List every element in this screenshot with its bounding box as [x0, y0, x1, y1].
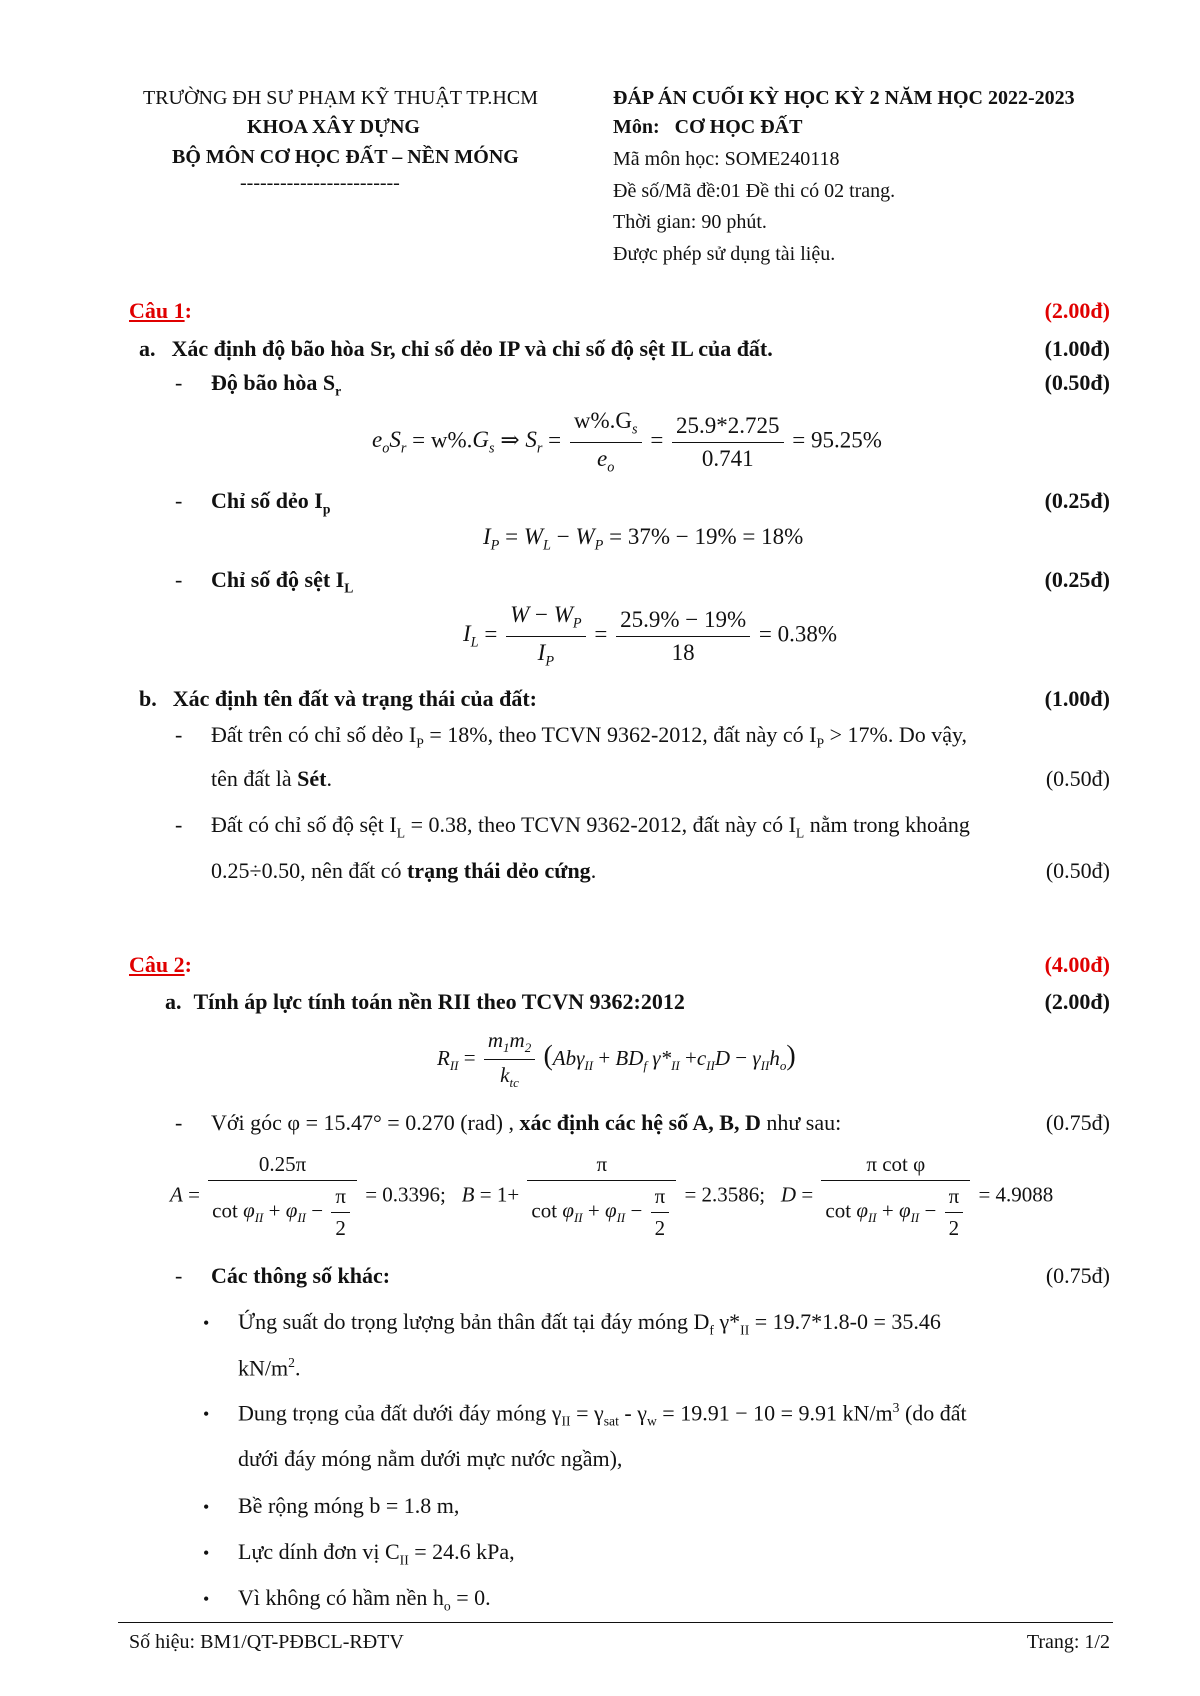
q2-points: (4.00đ)	[1044, 952, 1110, 977]
bullet-dot: •	[203, 1313, 210, 1333]
soil-name-conclusion: tên đất là Sét.	[211, 766, 332, 791]
soil-state-conclusion: 0.25÷0.50, nên đất có trạng thái dẻo cứng.	[211, 858, 597, 883]
sr-points: (0.50đ)	[1044, 370, 1110, 395]
coefficients-equation: A = 0.25π $\cot \varphi_{II} + \varphi_{II}$ − $\frac{\pi}{2}$ = 0.3396; B = 1+ π $\cot \varphi_{II} + \varphi_{II}$ − $\frac{\pi}{2}$ = 2.3586; D = π cot φ $\cot \varphi_{II} + \varphi_{II}$ − $\frac{\pi}{2}$ = 4.9088	[170, 1152, 1054, 1240]
dash-marker: -	[175, 488, 183, 513]
foundation-width-text: Bề rộng móng b = 1.8 m,	[238, 1493, 460, 1518]
coef-d-fraction: π cot φ $\cot \varphi_{II} + \varphi_{II}$ − $\frac{\pi}{2}$	[821, 1152, 970, 1241]
q1-title: Câu 1:	[129, 298, 192, 323]
dash-marker: -	[175, 1110, 183, 1135]
ip-title: Chỉ số dẻo $I_p$	[211, 488, 331, 517]
faculty-name: KHOA XÂY DỰNG	[247, 116, 420, 138]
school-name: TRƯỜNG ĐH SƯ PHẠM KỸ THUẬT TP.HCM	[143, 87, 538, 109]
bullet-dot: •	[203, 1497, 210, 1517]
department-name: BỘ MÔN CƠ HỌC ĐẤT – NỀN MÓNG	[172, 146, 519, 168]
il-title: Chỉ số độ sệt $I_L$	[211, 567, 354, 596]
il-fraction-2: $\frac{25.9\% - 19\%}{18}$	[616, 607, 750, 666]
q2a-points: (2.00đ)	[1044, 989, 1110, 1014]
q1-points: (2.00đ)	[1044, 298, 1110, 323]
footer-doc-code: Số hiệu: BM1/QT-PĐBCL-RĐTV	[129, 1631, 404, 1653]
bullet-dot: •	[203, 1404, 210, 1424]
il-equation: $I_L$ = $\frac{W - W_P}{I_P}$ = $\frac{25.9\% - 19\%}{18}$ = 0.38%	[463, 602, 838, 670]
ip-equation: $I_P = W_L - W_P = 37\% - 19\% = 18\%$	[483, 524, 804, 554]
pi-half: $\frac{\pi}{2}$	[945, 1184, 964, 1241]
pi-half: $\frac{\pi}{2}$	[331, 1184, 350, 1241]
dash-marker: -	[175, 370, 183, 395]
q2a-heading: a. Tính áp lực tính toán nền RII theo TCVN 9362:2012	[165, 989, 685, 1014]
subject-line	[613, 116, 802, 139]
subject-value: CƠ HỌC ĐẤT	[674, 116, 803, 138]
angle-text: Với góc φ = 15.47° = 0.270 (rad) , xác định các hệ số A, B, D như sau:	[211, 1110, 842, 1135]
dash-marker: -	[175, 722, 183, 747]
header-separator: ------------------------	[240, 172, 400, 194]
q1a-heading: a. Xác định độ bão hòa Sr, chỉ số dẻo IP và chỉ số độ sệt IL của đất.	[139, 336, 773, 361]
bullet-dot: •	[203, 1543, 210, 1563]
bullet-dot: •	[203, 1589, 210, 1609]
basement-text: Vì không có hầm nền $h_o = 0$.	[238, 1585, 491, 1614]
other-params-title: Các thông số khác:	[211, 1263, 391, 1288]
sr-fraction-1: $\frac{w\%.G_s}{e_o}$	[570, 408, 642, 476]
footer-page-number: Trang: 1/2	[1026, 1631, 1110, 1653]
coef-b-fraction: π $\cot \varphi_{II} + \varphi_{II}$ − $\frac{\pi}{2}$	[527, 1152, 676, 1241]
cohesion-text: Lực dính đơn vị $C_{II} = 24.6$ kPa,	[238, 1539, 515, 1568]
soil-name-text: Đất trên có chỉ số dẻo $I_P = 18\%$, theo TCVN 9362-2012, đất này có $I_P > 17\%$. Do vậy,	[211, 722, 968, 751]
dash-marker: -	[175, 567, 183, 592]
ip-points: (0.25đ)	[1044, 488, 1110, 513]
pi-half: $\frac{\pi}{2}$	[651, 1184, 670, 1241]
exam-code: Đề số/Mã đề:01 Đề thi có 02 trang.	[613, 180, 896, 202]
subject-label: Môn:	[613, 116, 660, 138]
materials-allowed: Được phép sử dụng tài liệu.	[613, 243, 836, 265]
soil-stress-text: Ứng suất do trọng lượng bản thân đất tại đáy móng $D_f$ $\gamma*_{II} = 19.7*1.8-0 = 35.46$	[238, 1309, 941, 1338]
other-params-points: (0.75đ)	[1045, 1263, 1110, 1288]
sr-equation: $e_oS_r = w\%.G_s$ ⇒ $S_r$ = $\frac{w\%.G_s}{e_o}$ = $\frac{25.9*2.725}{0.741}$ = 95.25%	[372, 408, 882, 476]
course-code: Mã môn học: SOME240118	[613, 148, 840, 170]
exam-title: ĐÁP ÁN CUỐI KỲ HỌC KỲ 2 NĂM HỌC 2022-2023	[613, 87, 1075, 109]
exam-duration: Thời gian: 90 phút.	[613, 211, 767, 233]
dash-marker: -	[175, 1263, 183, 1288]
soil-stress-unit: $kN/m^2$.	[238, 1355, 301, 1381]
unit-weight-text: Dung trọng của đất dưới đáy móng $\gamma_{II} = \gamma_{sat} - \gamma_w = 19.91 - 10 = 9.91$ $kN/m^3$ (do đất	[238, 1400, 967, 1429]
soil-state-text: Đất có chỉ số độ sệt $I_L = 0.38$, theo TCVN 9362-2012, đất này có $I_L$ nằm trong khoảng	[211, 812, 970, 841]
rii-equation: $R_{II}$ = $\frac{m_1m_2}{k_{tc}}$ ($Ab\gamma_{II} + BD_f$ $\gamma*_{II} +c_{II}D - \gamma_{II}h_o$)	[437, 1028, 796, 1091]
sr-fraction-2: $\frac{25.9*2.725}{0.741}$	[672, 413, 784, 472]
q1a-points: (1.00đ)	[1044, 336, 1110, 361]
coef-a-fraction: 0.25π $\cot \varphi_{II} + \varphi_{II}$ − $\frac{\pi}{2}$	[208, 1152, 357, 1241]
dash-marker: -	[175, 812, 183, 837]
angle-points: (0.75đ)	[1045, 1110, 1110, 1135]
soil-state-points: (0.50đ)	[1045, 858, 1110, 883]
il-fraction-1: $\frac{W - W_P}{I_P}$	[506, 602, 586, 670]
q1b-heading: b. Xác định tên đất và trạng thái của đất:	[139, 686, 537, 711]
il-points: (0.25đ)	[1044, 567, 1110, 592]
q2-title: Câu 2:	[129, 952, 192, 977]
q1b-points: (1.00đ)	[1044, 686, 1110, 711]
sr-title: Độ bão hòa $S_r$	[211, 370, 342, 399]
footer-divider	[118, 1622, 1113, 1623]
unit-weight-note: dưới đáy móng nằm dưới mực nước ngầm),	[238, 1446, 623, 1471]
soil-name-points: (0.50đ)	[1045, 766, 1110, 791]
rii-fraction: $\frac{m_1m_2}{k_{tc}}$	[484, 1028, 535, 1091]
